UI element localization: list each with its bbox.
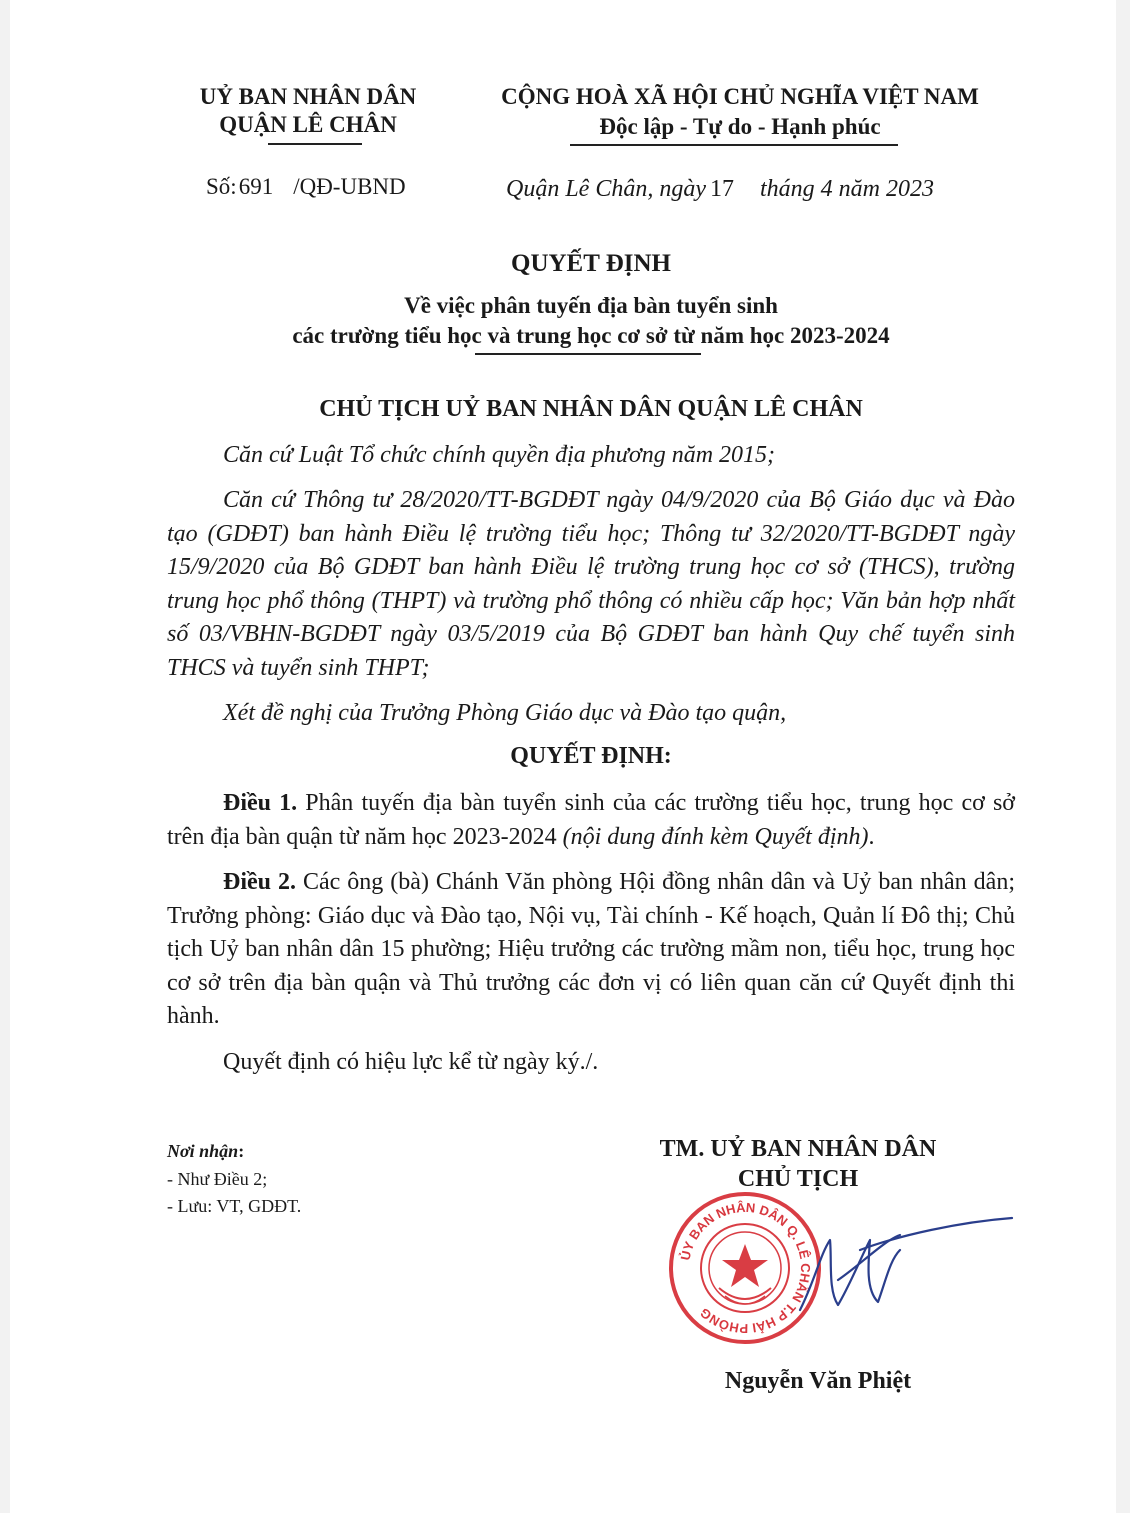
article-2-text: Các ông (bà) Chánh Văn phòng Hội đồng nhân dân và Uỷ ban nhân dân; Trưởng phòng: Giáo dục và Đào tạo, Nội vụ, Tài chính - Kế hoạch, Quản lí Đô thị; Chủ tịch Uỷ ban nhân dân 15 phường; Hiệu trưởng các trường mầm non, tiểu học, trung học cơ sở trên địa bàn quận và Thủ trưởng các đơn vị có liên quan căn cứ Quyết định thi hành. <box>167 869 1016 1030</box>
agency-underline <box>268 143 362 145</box>
document-number <box>206 174 406 200</box>
document-date <box>506 176 934 203</box>
issuing-authority: CHỦ TỊCH UỶ BAN NHÂN DÂN QUẬN LÊ CHÂN <box>319 396 863 422</box>
handwritten-signature <box>790 1210 1020 1320</box>
basis-paragraph-3: Xét đề nghị của Trưởng Phòng Giáo dục và Đào tạo quận, <box>223 700 787 726</box>
signer-position: CHỦ TỊCH <box>737 1166 859 1192</box>
title-subject-line2: các trường tiểu học và trung học cơ sở từ năm học 2023-2024 <box>292 323 890 348</box>
agency-name: UỶ BAN NHÂN DÂN <box>199 84 417 109</box>
title-underline <box>475 353 701 355</box>
signer-name: Nguyễn Văn Phiệt <box>724 1368 912 1394</box>
motto-underline <box>570 144 898 146</box>
date-prefix: Quận Lê Chân, ngày <box>506 176 706 202</box>
document-page <box>10 0 1116 1513</box>
date-day: 17 <box>710 176 734 202</box>
article-1-text: Phân tuyến địa bàn tuyển sinh của các trường tiểu học, trung học cơ sở trên địa bàn quận từ năm học 2023-2024 <box>167 790 1015 850</box>
article-1: Điều 1. Phân tuyến địa bàn tuyển sinh của các trường tiểu học, trung học cơ sở trên địa bàn quận từ năm học 2023-2024 (nội dung đính kèm Quyết định). <box>167 790 1015 850</box>
article-2-label: Điều 2. <box>223 869 296 895</box>
number-suffix: /QĐ-UBND <box>293 174 406 199</box>
article-1-label: Điều 1. <box>223 790 298 816</box>
national-motto: Độc lập - Tự do - Hạnh phúc <box>599 114 881 139</box>
document-title: QUYẾT ĐỊNH <box>511 250 671 277</box>
svg-text:ỦY BAN NHÂN DÂN Q. LÊ CHÂN T.P: ỦY BAN NHÂN DÂN Q. LÊ CHÂN T.P HẢI PHÒNG <box>677 1199 814 1337</box>
decides-heading: QUYẾT ĐỊNH: <box>510 743 672 769</box>
effect-clause: Quyết định có hiệu lực kể từ ngày ký./. <box>223 1049 599 1075</box>
article-1-note: (nội dung đính kèm Quyết định) <box>562 823 869 850</box>
title-subject-line1: Về việc phân tuyến địa bàn tuyển sinh <box>404 293 778 318</box>
agency-district: QUẬN LÊ CHÂN <box>219 112 397 137</box>
basis-paragraph-2: Căn cứ Thông tư 28/2020/TT-BGDĐT ngày 04/9/2020 của Bộ Giáo dục và Đào tạo (GDĐT) ban hành Điều lệ trường tiểu học; Thông tư 32/2020/TT-BGDĐT ngày 15/9/2020 của Bộ GDĐT ban hành Điều lệ trường trung học cơ sở (THCS), trường trung học phổ thông (THPT) và trường phổ thông có nhiều cấp học; Văn bản hợp nhất số 03/VBHN-BGDĐT ngày 03/5/2019 của Bộ GDĐT ban hành Quy chế tuyển sinh THCS và tuyển sinh THPT; <box>167 487 1015 681</box>
recipient-item: - Như Điều 2; <box>167 1169 268 1189</box>
recipients-title: Nơi nhận: <box>167 1141 245 1161</box>
recipient-item: - Lưu: VT, GDĐT. <box>167 1196 302 1216</box>
signer-on-behalf: TM. UỶ BAN NHÂN DÂN <box>659 1136 937 1162</box>
basis-paragraph-1: Căn cứ Luật Tổ chức chính quyền địa phương năm 2015; <box>223 442 776 468</box>
date-rest: tháng 4 năm 2023 <box>760 176 934 202</box>
national-title: CỘNG HOÀ XÃ HỘI CHỦ NGHĨA VIỆT NAM <box>501 84 979 109</box>
article-2 <box>167 866 1015 1034</box>
number-label: Số: <box>206 174 237 199</box>
number-value: 691 <box>238 174 274 199</box>
